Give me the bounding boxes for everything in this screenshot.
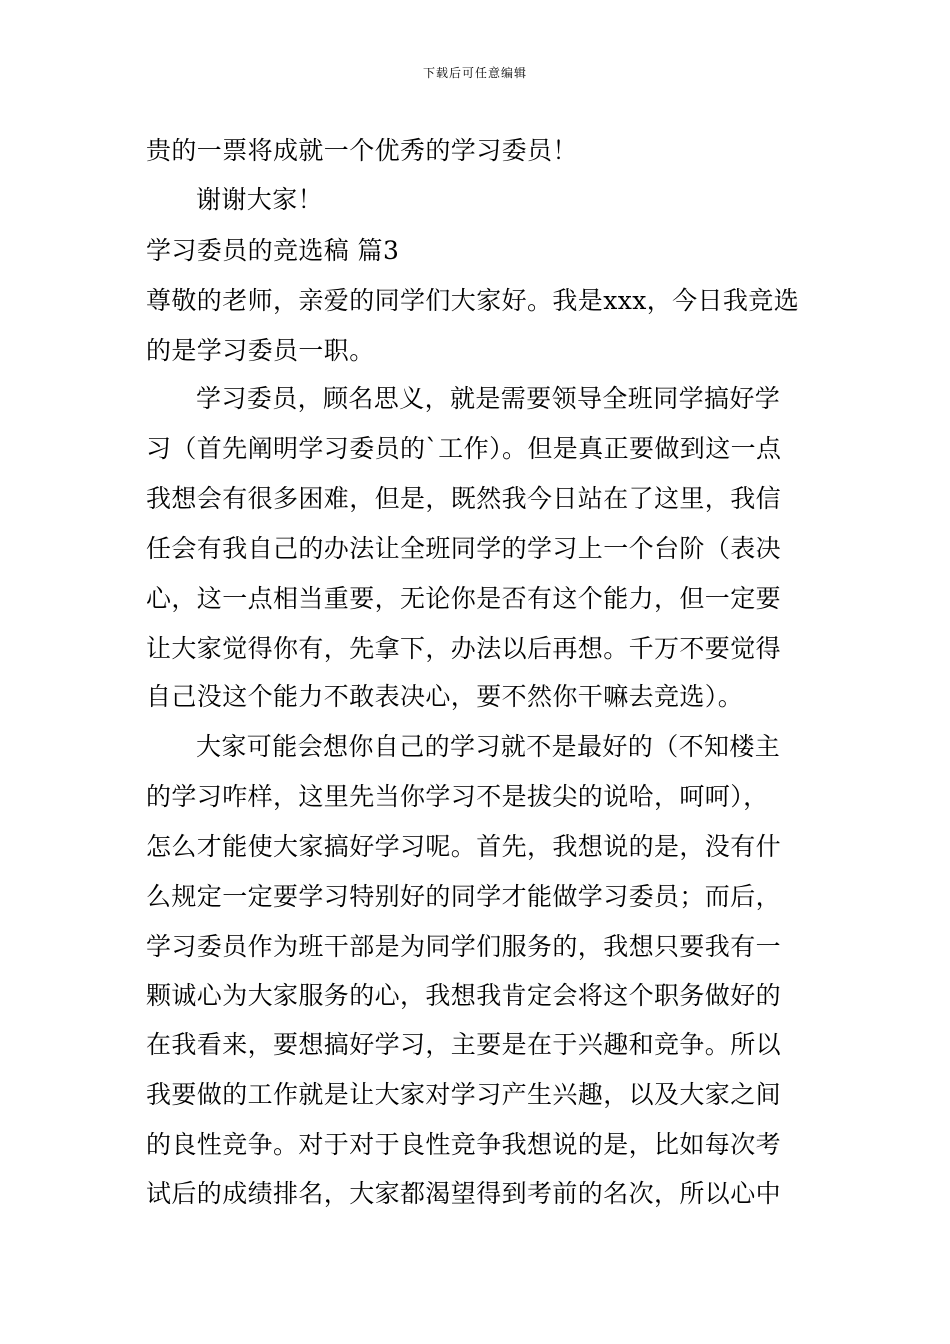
text-line: 颗诚心为大家服务的心，我想我肯定会将这个职务做好的 [146, 981, 782, 1010]
text-line: 我要做的工作就是让大家对学习产生兴趣，以及大家之间 [146, 1080, 782, 1109]
text-line: 试后的成绩排名，大家都渴望得到考前的名次，所以心中 [146, 1179, 782, 1208]
text-line: 任会有我自己的办法让全班同学的学习上一个台阶（表决 [146, 534, 782, 563]
text-line: 尊敬的老师，亲爱的同学们大家好。我是xxx，今日我竞选 [146, 286, 800, 315]
text-line: 谢谢大家！ [196, 185, 324, 214]
text-line: 贵的一票将成就一个优秀的学习委员！ [146, 136, 578, 165]
text-line: 的良性竞争。对于对于良性竞争我想说的是，比如每次考 [146, 1130, 782, 1159]
text-line: 让大家觉得你有，先拿下，办法以后再想。千万不要觉得 [146, 634, 782, 663]
text-line: 学习委员，顾名思义，就是需要领导全班同学搞好学 [196, 384, 781, 413]
text-line: 大家可能会想你自己的学习就不是最好的（不知楼主 [196, 732, 781, 761]
page-header: 下载后可任意编辑 [422, 66, 527, 80]
text-line: 习（首先阐明学习委员的`工作）。但是真正要做到这一点 [146, 434, 782, 463]
text-line: 在我看来，要想搞好学习，主要是在于兴趣和竞争。所以 [146, 1030, 782, 1059]
text-line: 怎么才能使大家搞好学习呢。首先，我想说的是，没有什 [146, 832, 782, 861]
text-line: 我想会有很多困难，但是，既然我今日站在了这里，我信 [146, 484, 782, 513]
text-line: 的是学习委员一职。 [146, 336, 375, 365]
text-line: 自己没这个能力不敢表决心，要不然你干嘛去竞选）。 [146, 682, 744, 711]
text-line: 的学习咋样，这里先当你学习不是拔尖的说哈，呵呵）， [146, 782, 769, 811]
text-line: 么规定一定要学习特别好的同学才能做学习委员；而后， [146, 882, 782, 911]
section-title: 学习委员的竞选稿 篇3 [146, 236, 400, 265]
text-line: 心，这一点相当重要，无论你是否有这个能力，但一定要 [146, 584, 782, 613]
text-line: 学习委员作为班干部是为同学们服务的，我想只要我有一 [146, 932, 782, 961]
